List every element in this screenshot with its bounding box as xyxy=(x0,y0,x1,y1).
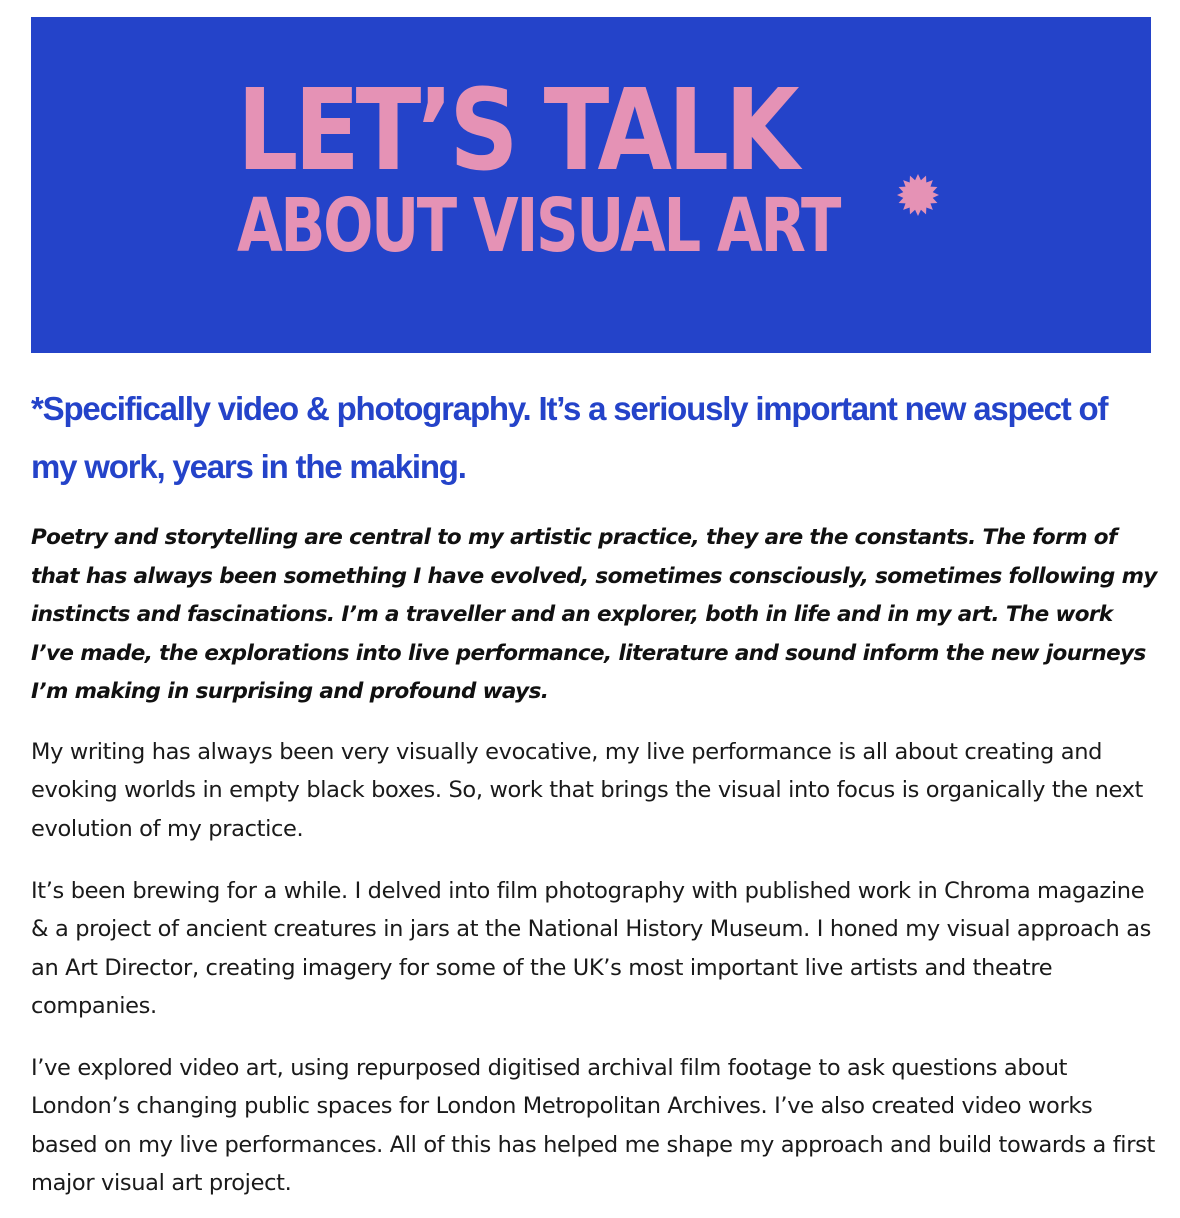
hero-banner xyxy=(31,17,1151,353)
lede-heading: *Specifically video & photography. It’s a seriously important new aspect of my work, years in the making. xyxy=(31,390,1108,485)
body-paragraph: It’s been brewing for a while. I delved into film photography with published work in Chroma magazine & a project of ancient creatures in jars at the National History Museum. I honed my visual approach as an Art Director, creating imagery for some of the UK’s most important live artists and theatre companies. xyxy=(31,878,1152,1019)
body-paragraph: I’ve explored video art, using repurposed digitised archival film footage to ask questions about London’s changing public spaces for London Metropolitan Archives. I’ve also created video works based on my live performances. All of this has helped me shape my approach and build towards a first major visual art project. xyxy=(31,1055,1155,1196)
asterisk-burst-icon xyxy=(896,173,940,217)
intro-paragraph: Poetry and storytelling are central to my artistic practice, they are the constants. The form of that has always been something I have evolved, sometimes consciously, sometimes following my instincts and fascinations. I’m a traveller and an explorer, both in life and in my art. The work I’ve made, the explorations into live performance, literature and sound inform the new journeys I’m making in surprising and profound ways. xyxy=(31,525,1157,704)
hero-title-line-1: LET’S TALK xyxy=(237,66,796,196)
hero-title-line-2: ABOUT VISUAL ART xyxy=(237,183,839,269)
body-paragraph: My writing has always been very visually evocative, my live performance is all about creating and evoking worlds in empty black boxes. So, work that brings the visual into focus is organically the next evolution of my practice. xyxy=(31,739,1144,842)
